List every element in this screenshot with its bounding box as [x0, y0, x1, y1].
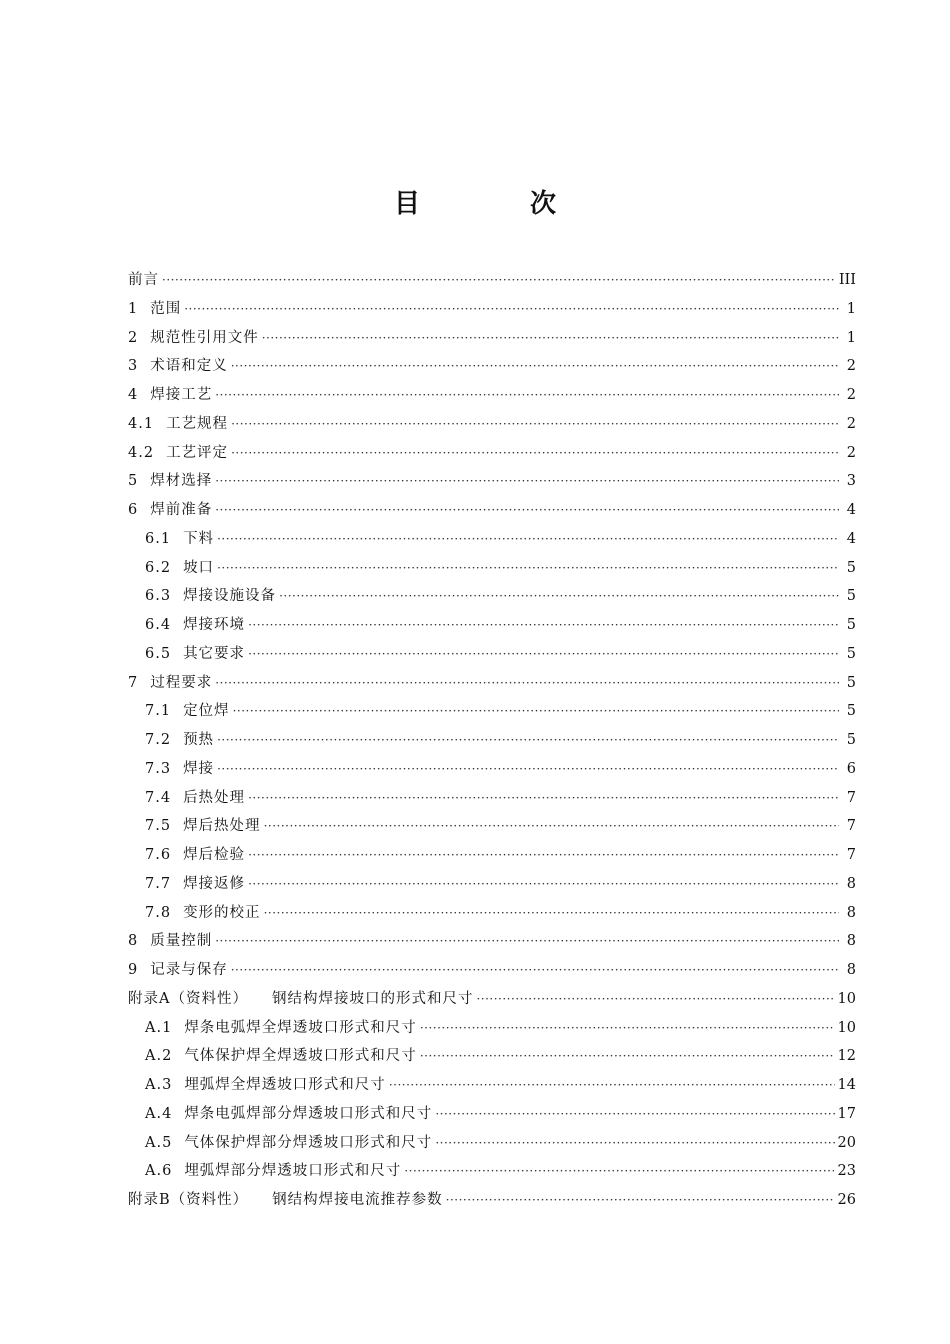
toc-entry[interactable]	[128, 381, 856, 410]
toc-entry-number: 6.3	[145, 588, 172, 605]
toc-entry-number: 6	[128, 502, 139, 518]
toc-entry-title: 过程要求	[150, 674, 213, 691]
toc-entry[interactable]	[128, 467, 856, 496]
toc-entry-number: 7.1	[145, 703, 172, 720]
toc-entry[interactable]	[128, 1100, 856, 1129]
dot-leader	[217, 755, 839, 784]
toc-entry[interactable]	[128, 1186, 856, 1215]
toc-entry-title: 坡口	[183, 559, 215, 576]
dot-leader	[162, 266, 836, 295]
dot-leader	[215, 669, 839, 698]
toc-entry-title: 焊条电弧焊部分焊透坡口形式和尺寸	[184, 1105, 433, 1122]
toc-entry[interactable]	[128, 899, 856, 928]
toc-entry-page: 4	[846, 502, 856, 518]
toc-entry-title: 下料	[183, 530, 215, 547]
dot-leader	[420, 1042, 835, 1071]
toc-entry-number: 7.6	[145, 847, 172, 863]
toc-entry-page: 7	[846, 847, 856, 863]
toc-entry-title: 气体保护焊全焊透坡口形式和尺寸	[184, 1048, 417, 1065]
toc-entry-title: 其它要求	[183, 645, 246, 662]
dot-leader	[248, 841, 839, 870]
toc-entry[interactable]	[128, 525, 856, 554]
toc-entry-page: 2	[846, 387, 856, 403]
toc-entry[interactable]	[128, 324, 856, 353]
toc-entry[interactable]	[128, 956, 856, 985]
toc-entry-page: 1	[846, 329, 856, 346]
table-of-contents	[128, 266, 856, 1215]
dot-leader	[231, 439, 839, 468]
toc-entry-page: 17	[837, 1105, 856, 1122]
toc-entry-number: 6.4	[145, 617, 172, 633]
toc-entry-number: 6.5	[145, 645, 172, 662]
toc-entry-page: 5	[846, 645, 856, 662]
dot-leader	[231, 956, 839, 985]
dot-leader	[248, 640, 839, 669]
toc-entry-number: 8	[128, 933, 139, 950]
toc-entry[interactable]	[128, 554, 856, 583]
dot-leader	[264, 899, 839, 928]
dot-leader	[215, 927, 839, 956]
toc-entry-number: 2	[128, 329, 139, 346]
toc-entry[interactable]	[128, 870, 856, 899]
toc-entry-number: 7.8	[145, 904, 172, 921]
dot-leader	[446, 1186, 835, 1215]
toc-entry-page: 3	[846, 473, 856, 490]
dot-leader	[233, 697, 839, 726]
toc-entry-title: 焊材选择	[150, 473, 213, 490]
toc-entry-title: 焊条电弧焊全焊透坡口形式和尺寸	[184, 1019, 417, 1036]
toc-entry-title: 焊后检验	[183, 847, 246, 863]
toc-entry-number: A.5	[145, 1134, 173, 1151]
toc-entry[interactable]	[128, 755, 856, 784]
toc-entry[interactable]	[128, 697, 856, 726]
toc-entry-page: 8	[846, 904, 856, 921]
toc-entry[interactable]	[128, 927, 856, 956]
dot-leader	[435, 1129, 834, 1158]
toc-entry-title: 埋弧焊部分焊透坡口形式和尺寸	[184, 1163, 402, 1180]
toc-entry-page: 7	[846, 818, 856, 835]
toc-entry-number: 7.4	[145, 789, 172, 806]
toc-entry-title: 后热处理	[183, 789, 246, 806]
dot-leader	[248, 784, 839, 813]
toc-entry-page: 2	[846, 444, 856, 461]
toc-entry-page: 5	[846, 703, 856, 720]
toc-entry-number: 6.1	[145, 530, 172, 547]
toc-entry-number: 4.2	[128, 444, 155, 461]
toc-entry-number: 7.3	[145, 760, 172, 777]
toc-entry-number: A.3	[145, 1077, 173, 1093]
toc-entry-page: 8	[846, 933, 856, 950]
dot-leader	[248, 611, 839, 640]
toc-entry-number: 5	[128, 473, 139, 490]
dot-leader	[420, 1014, 835, 1043]
toc-entry-title: 焊前准备	[150, 502, 213, 518]
toc-entry[interactable]	[128, 841, 856, 870]
toc-entry-title: 埋弧焊全焊透坡口形式和尺寸	[184, 1077, 386, 1093]
toc-entry[interactable]	[128, 611, 856, 640]
toc-entry-page: 4	[846, 530, 856, 547]
toc-entry[interactable]	[128, 1014, 856, 1043]
toc-entry-page: 14	[837, 1077, 856, 1093]
toc-entry[interactable]	[128, 1042, 856, 1071]
toc-entry-title: 钢结构焊接电流推荐参数	[272, 1192, 443, 1208]
toc-entry-number: A.4	[145, 1105, 173, 1122]
toc-entry[interactable]	[128, 582, 856, 611]
toc-entry[interactable]	[128, 812, 856, 841]
toc-entry-number: A.2	[145, 1048, 173, 1065]
toc-entry-page: 6	[846, 760, 856, 777]
toc-entry-number: 附录A（资料性）	[128, 990, 248, 1007]
toc-entry-number: 4.1	[128, 415, 155, 432]
dot-leader	[217, 726, 839, 755]
toc-entry-number: 6.2	[145, 559, 172, 576]
toc-entry-title: 焊接	[183, 760, 215, 777]
toc-entry-title: 术语和定义	[150, 358, 228, 375]
toc-entry-page: 10	[837, 990, 856, 1007]
dot-leader	[215, 381, 839, 410]
toc-entry[interactable]	[128, 726, 856, 755]
dot-leader	[262, 324, 839, 353]
toc-entry[interactable]	[128, 669, 856, 698]
toc-entry-number: 3	[128, 358, 139, 375]
toc-entry-title: 前言	[128, 272, 159, 288]
toc-entry-page: 5	[846, 732, 856, 748]
toc-entry-page: 5	[846, 559, 856, 576]
dot-leader	[231, 352, 839, 381]
toc-entry-number: 附录B（资料性）	[128, 1192, 249, 1208]
toc-entry-title: 工艺评定	[166, 444, 229, 461]
toc-entry-page: 7	[846, 789, 856, 806]
toc-entry-page: 2	[846, 415, 856, 432]
toc-entry-number: 4	[128, 387, 139, 403]
dot-leader	[279, 582, 839, 611]
toc-entry-title: 焊接返修	[183, 875, 246, 892]
toc-entry-page: 8	[846, 875, 856, 892]
toc-entry-page: 10	[837, 1019, 856, 1036]
toc-entry-number: 7.7	[145, 875, 172, 892]
toc-entry-page: 23	[837, 1163, 856, 1180]
toc-entry[interactable]	[128, 1157, 856, 1186]
toc-entry-number: 7.5	[145, 818, 172, 835]
toc-entry[interactable]	[128, 295, 856, 324]
toc-entry[interactable]	[128, 266, 856, 295]
toc-entry-title: 记录与保存	[150, 962, 228, 978]
toc-entry-number: A.1	[145, 1019, 173, 1036]
toc-entry[interactable]	[128, 496, 856, 525]
toc-entry-title: 范围	[150, 300, 182, 317]
toc-entry-page: 8	[846, 962, 856, 978]
dot-leader	[215, 496, 839, 525]
toc-entry-title: 定位焊	[183, 703, 230, 720]
toc-entry-title: 焊接设施设备	[183, 588, 277, 605]
toc-entry-title: 焊接环境	[183, 617, 246, 633]
toc-entry-number: 9	[128, 962, 139, 978]
toc-entry-title: 规范性引用文件	[150, 329, 259, 346]
toc-entry-title: 焊接工艺	[150, 387, 213, 403]
toc-entry-page: 20	[837, 1134, 856, 1151]
toc-entry-page: 5	[846, 674, 856, 691]
toc-entry-number: 7.2	[145, 732, 172, 748]
toc-entry[interactable]	[128, 439, 856, 468]
dot-leader	[248, 870, 839, 899]
toc-entry[interactable]	[128, 640, 856, 669]
dot-leader	[264, 812, 839, 841]
page-title: 目 次	[393, 189, 598, 219]
toc-entry-title: 焊后热处理	[183, 818, 261, 835]
toc-entry-page: 5	[846, 617, 856, 633]
toc-entry-number: 1	[128, 300, 139, 317]
toc-entry-page: 5	[846, 588, 856, 605]
dot-leader	[215, 467, 839, 496]
toc-entry-number: 7	[128, 674, 139, 691]
dot-leader	[217, 525, 839, 554]
toc-entry-title: 预热	[183, 732, 215, 748]
toc-entry-title: 变形的校正	[183, 904, 261, 921]
toc-entry-page: 1	[846, 300, 856, 317]
toc-entry-page: 2	[846, 358, 856, 375]
toc-entry-number: A.6	[145, 1163, 173, 1180]
toc-entry[interactable]	[128, 410, 856, 439]
toc-entry[interactable]	[128, 784, 856, 813]
dot-leader	[404, 1157, 834, 1186]
toc-entry[interactable]	[128, 1071, 856, 1100]
toc-entry-page: III	[838, 272, 856, 288]
toc-entry-page: 12	[837, 1048, 856, 1065]
toc-entry[interactable]	[128, 985, 856, 1014]
toc-entry-title: 质量控制	[150, 933, 213, 950]
toc-entry-page: 26	[837, 1192, 856, 1208]
dot-leader	[217, 554, 839, 583]
dot-leader	[476, 985, 834, 1014]
dot-leader	[389, 1071, 835, 1100]
toc-entry-title: 钢结构焊接坡口的形式和尺寸	[271, 990, 474, 1007]
toc-entry-title: 气体保护焊部分焊透坡口形式和尺寸	[184, 1134, 433, 1151]
toc-entry[interactable]	[128, 352, 856, 381]
dot-leader	[435, 1100, 834, 1129]
dot-leader	[231, 410, 839, 439]
toc-entry-title: 工艺规程	[166, 415, 229, 432]
dot-leader	[184, 295, 839, 324]
toc-entry[interactable]	[128, 1129, 856, 1158]
